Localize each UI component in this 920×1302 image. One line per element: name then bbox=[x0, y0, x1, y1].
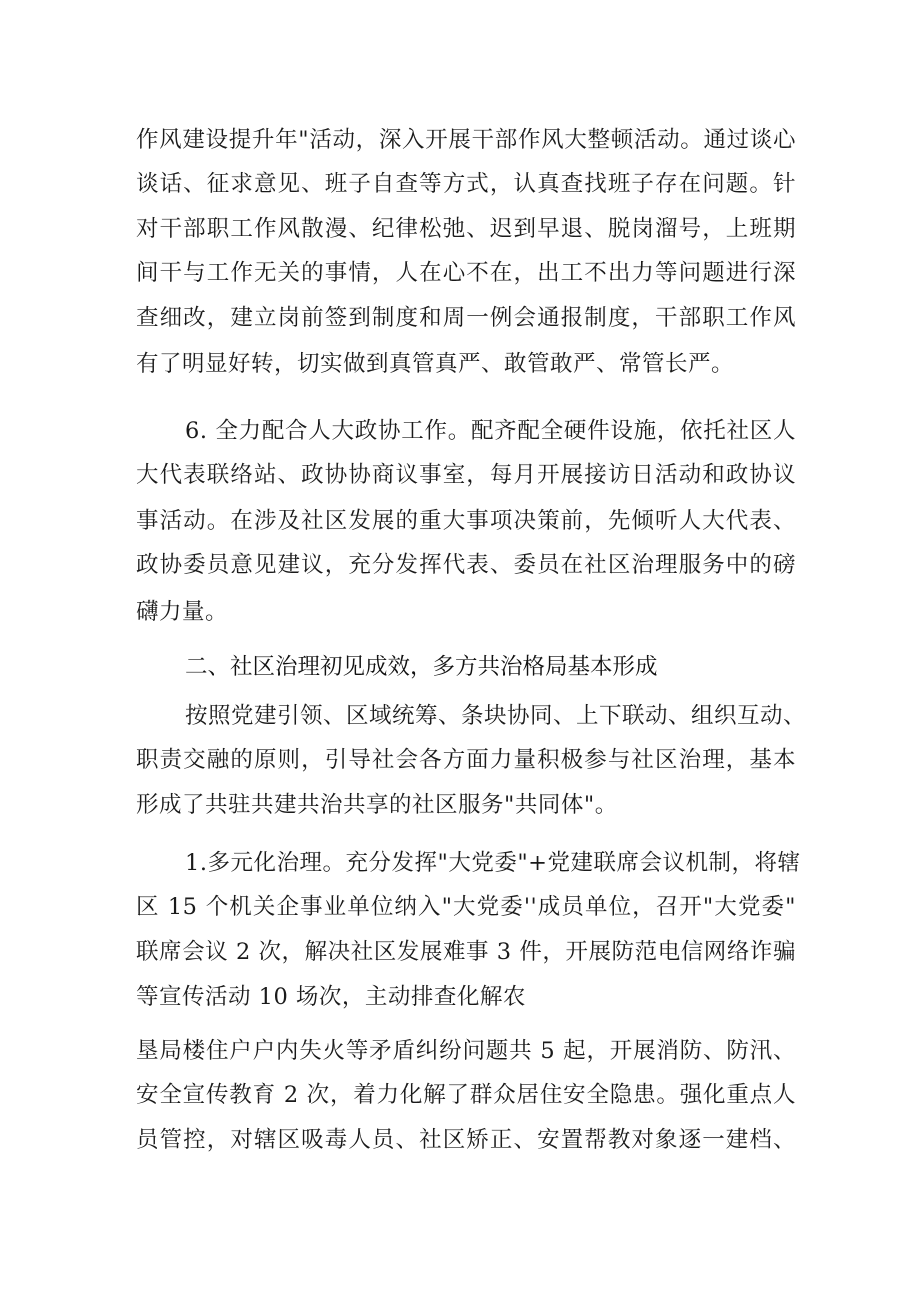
paragraph-line: 按照党建引领、区域统筹、条块协同、上下联动、组织互动、 bbox=[185, 703, 807, 729]
paragraph-line: 对干部职工作风散漫、纪律松弛、迟到早退、脱岗溜号，上班期 bbox=[136, 216, 796, 242]
paragraph-line: 形成了共驻共建共治共享的社区服务"共同体"。 bbox=[136, 792, 618, 818]
paragraph-line: 作风建设提升年"活动，深入开展干部作风大整顿活动。通过谈心 bbox=[136, 127, 796, 153]
paragraph-line: 1.多元化治理。充分发挥"大党委"+党建联席会议机制，将辖 bbox=[185, 850, 801, 876]
paragraph-line: 政协委员意见建议，充分发挥代表、委员在社区治理服务中的磅 bbox=[136, 552, 796, 578]
paragraph-line: 间干与工作无关的事情，人在心不在，出工不出力等问题进行深 bbox=[136, 260, 796, 286]
paragraph-line: 谈话、征求意见、班子自查等方式，认真查找班子存在问题。针 bbox=[136, 171, 796, 197]
paragraph-line: 6. 全力配合人大政协工作。配齐配全硬件设施，依托社区人 bbox=[185, 418, 796, 444]
paragraph-line: 职责交融的原则，引导社会各方面力量积极参与社区治理，基本 bbox=[136, 747, 796, 773]
paragraph-line: 垦局楼住户户内失火等矛盾纠纷问题共 5 起，开展消防、防汛、 bbox=[136, 1038, 796, 1064]
paragraph-line: 礴力量。 bbox=[136, 599, 229, 625]
paragraph-line: 区 15 个机关企事业单位纳入"大党委''成员单位，召开"大党委" bbox=[136, 894, 796, 920]
paragraph-line: 联席会议 2 次，解决社区发展难事 3 件，开展防范电信网络诈骗 bbox=[136, 939, 796, 965]
paragraph-line: 查细改，建立岗前签到制度和周一例会通报制度，干部职工作风 bbox=[136, 305, 796, 331]
paragraph-line: 员管控，对辖区吸毒人员、社区矫正、安置帮教对象逐一建档、 bbox=[136, 1127, 796, 1153]
paragraph-line: 事活动。在涉及社区发展的重大事项决策前，先倾听人大代表、 bbox=[136, 508, 796, 534]
paragraph-line: 安全宣传教育 2 次，着力化解了群众居住安全隐患。强化重点人 bbox=[136, 1082, 796, 1108]
paragraph-line: 有了明显好转，切实做到真管真严、敢管敢严、常管长严。 bbox=[136, 351, 735, 377]
paragraph-line: 等宣传活动 10 场次，主动排查化解农 bbox=[136, 984, 526, 1010]
paragraph-line: 大代表联络站、政协协商议事室，每月开展接访日活动和政协议 bbox=[136, 462, 796, 488]
section-heading: 二、社区治理初见成效，多方共治格局基本形成 bbox=[185, 654, 658, 680]
